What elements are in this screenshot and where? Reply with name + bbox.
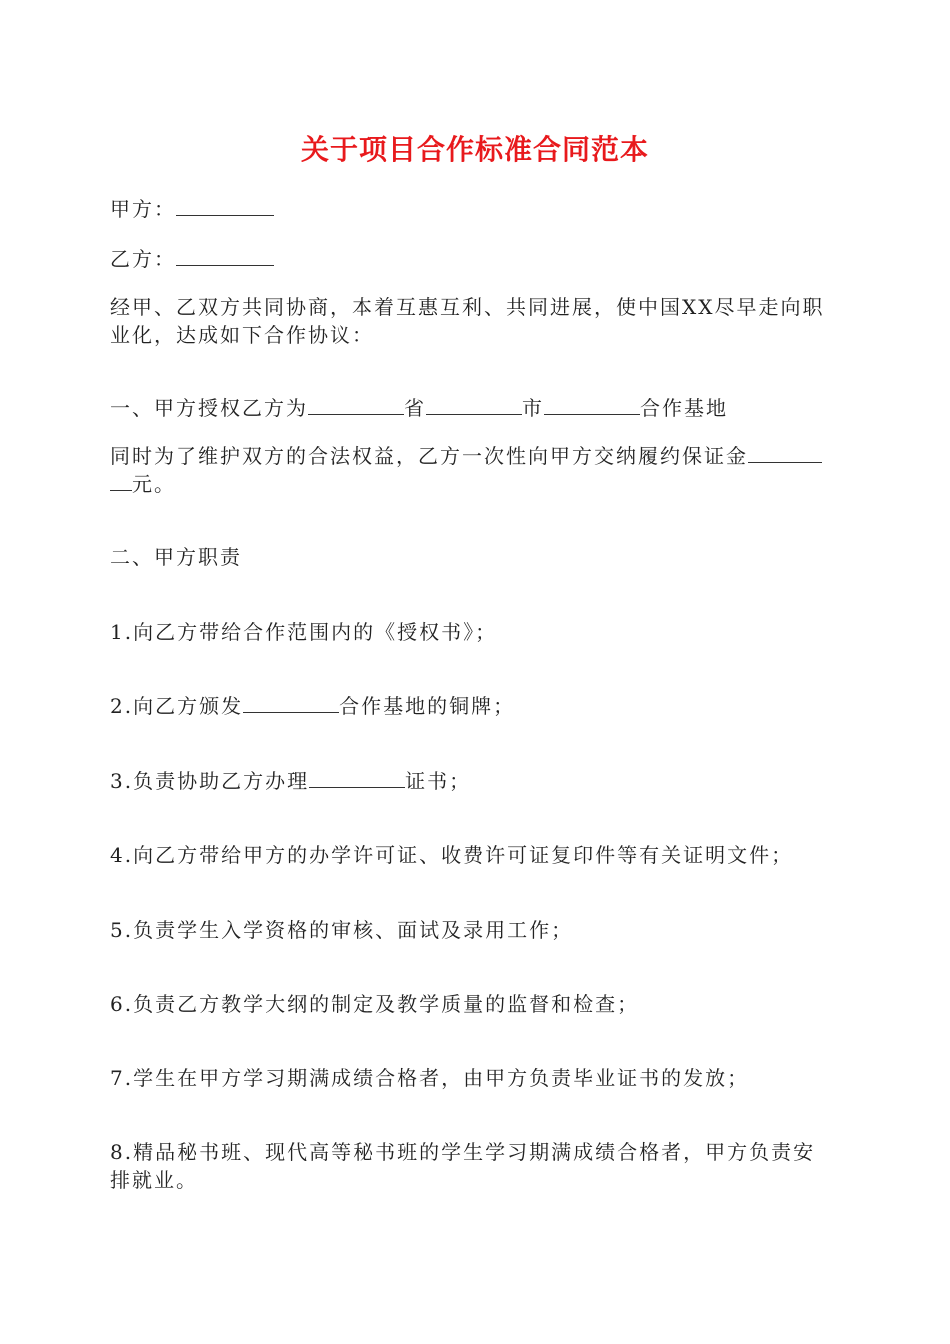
deposit-blank-b <box>110 472 132 491</box>
intro-line-1: 经甲、乙双方共同协商，本着互惠互利、共同进展，使中国XX尽早走向职 <box>110 295 825 319</box>
deposit-blank-a <box>748 444 822 463</box>
section-1-city: 市 <box>522 396 544 420</box>
duty-item-3 <box>110 767 850 795</box>
city-blank <box>544 396 640 415</box>
deposit-text: 同时为了维护双方的合法权益，乙方一次性向甲方交纳履约保证金 <box>110 444 748 468</box>
party-b-label: 乙方： <box>110 247 176 271</box>
party-a-blank <box>176 197 274 216</box>
deposit-line-1 <box>110 442 850 470</box>
duty-item-3-prefix: 3.负责协助乙方办理 <box>110 769 310 793</box>
section-2-heading: 二、甲方职责 <box>110 545 242 569</box>
duty-item-2-suffix: 合作基地的铜牌； <box>339 694 516 718</box>
intro-line-2: 业化，达成如下合作协议： <box>110 323 374 347</box>
duty-item-4: 4.向乙方带给甲方的办学许可证、收费许可证复印件等有关证明文件； <box>110 843 794 867</box>
duty-item-3-blank <box>309 769 405 788</box>
deposit-suffix: 元。 <box>132 472 176 496</box>
duty-item-7: 7.学生在甲方学习期满成绩合格者，由甲方负责毕业证书的发放； <box>110 1066 750 1090</box>
party-b-blank <box>176 247 274 266</box>
duty-item-6: 6.负责乙方教学大纲的制定及教学质量的监督和检查； <box>110 992 640 1016</box>
base-name-blank <box>308 396 404 415</box>
duty-item-3-suffix: 证书； <box>405 769 472 793</box>
duty-item-2-blank <box>243 694 339 713</box>
province-blank <box>426 396 522 415</box>
section-1-prefix: 一、甲方授权乙方为 <box>110 396 308 420</box>
duty-item-8-line-1: 8.精品秘书班、现代高等秘书班的学生学习期满成绩合格者，甲方负责安 <box>110 1140 816 1164</box>
deposit-line-2 <box>110 470 850 498</box>
section-1-line <box>110 394 850 422</box>
party-b-line <box>110 245 850 273</box>
duty-item-1: 1.向乙方带给合作范围内的《授权书》； <box>110 620 498 644</box>
party-a-line <box>110 195 850 223</box>
duty-item-5: 5.负责学生入学资格的审核、面试及录用工作； <box>110 918 574 942</box>
duty-item-2 <box>110 692 850 720</box>
section-1-province: 省 <box>404 396 426 420</box>
document-title: 关于项目合作标准合同范本 <box>300 133 649 166</box>
duty-item-2-prefix: 2.向乙方颁发 <box>110 694 244 718</box>
section-1-suffix: 合作基地 <box>640 396 728 420</box>
party-a-label: 甲方： <box>110 197 176 221</box>
duty-item-8-line-2: 排就业。 <box>110 1168 198 1192</box>
